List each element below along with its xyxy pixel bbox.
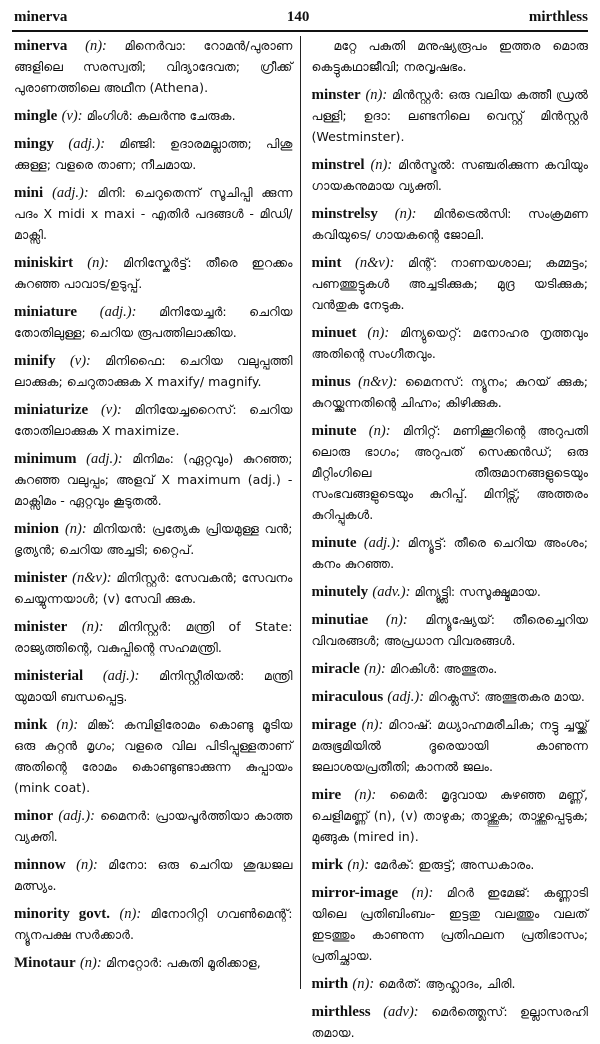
entry-part-of-speech: (n&v): — [354, 255, 395, 271]
right-column — [303, 36, 589, 1040]
page-number: 140 — [286, 9, 310, 25]
entry-definition: മിൻസ്റ്റർ: ഒരു വലിയ കത്തീ ഡ്രൽ പള്ളി; ഉദാ: ലണ്ടനിലെ വെസ്റ്റ് മിൻസ്റ്റർ (Westminster). — [311, 87, 589, 144]
dictionary-entry — [14, 568, 292, 610]
dictionary-entry — [14, 617, 292, 659]
entry-part-of-speech: (n): — [119, 906, 142, 922]
entry-definition: മിൻട്രെൽസി: സംക്രമണ കവിയുടെ/ ഗായകന്റെ ജോലി. — [311, 206, 589, 242]
entry-headword: minor — [14, 808, 54, 824]
header-last-word: mirthless — [528, 9, 588, 25]
dictionary-entry — [311, 687, 588, 708]
dictionary-entry — [311, 610, 588, 652]
dictionary-entry — [14, 106, 292, 127]
entry-definition: മൈർ: മൃദുവായ കുഴഞ്ഞ മണ്ണ്, ചെളിമണ്ണ് (n), (v) താഴുക; താഴ്ത്തുക; താഴ്ത്തപ്പെടുക; മുങ്ങുക (mired in). — [311, 787, 588, 844]
entry-headword: mirage — [311, 717, 357, 733]
entry-headword: mirror-image — [311, 885, 399, 901]
entry-definition: മിങ്ക്: കമ്പിളിരോമം കൊണ്ടു മൂടിയ ഒരു കുറ്റൻ മൃഗം; വളരെ വില പിടിപ്പുള്ളതാണ് അതിന്റെ രോമം കൊണ്ടുണ്ടാക്കുന്ന കുപ്പായം (mink coat). — [14, 717, 293, 795]
entry-definition: മറ്റേ പകുതി മനുഷ്യരൂപം ഇത്തര മൊരു കെട്ടുകഥാജീവി; നരവൃഷഭം. — [311, 38, 588, 74]
entry-headword: mirthless — [311, 1004, 371, 1020]
entry-part-of-speech: (n): — [64, 521, 87, 537]
dictionary-entry — [311, 582, 588, 603]
entry-part-of-speech: (n): — [394, 206, 417, 222]
entry-part-of-speech: (v): — [100, 402, 122, 418]
entry-headword: minute — [311, 535, 357, 551]
entry-part-of-speech: (adj.): — [363, 535, 401, 551]
dictionary-entry — [311, 323, 588, 365]
entry-headword: minster — [311, 87, 361, 103]
dictionary-entry — [14, 302, 292, 344]
columns — [14, 36, 589, 1040]
entry-definition: മിനെർവാ: റോമൻ/പുരാണ ങ്ങളിലെ സരസ്വതി; വിദ്യാദേവത; ഗ്രീക്ക് പുരാണത്തിലെ അഥീന (Athena). — [14, 38, 293, 95]
left-column — [14, 36, 298, 989]
entry-headword: mingle — [14, 108, 58, 124]
dictionary-entry — [311, 253, 588, 316]
entry-definition: മിനിസ്റ്റർ: സേവകൻ; സേവനം ചെയ്യുന്നയാൾ; (v) സേവി ക്കുക. — [14, 570, 293, 606]
entry-definition: മിൻസ്ട്രൽ: സഞ്ചരിക്കുന്ന കവിയും ഗായകനുമായ വ്യക്തി. — [311, 157, 589, 193]
entry-definition: മെർത്: ആഹ്ലാദം, ചിരി. — [378, 976, 516, 991]
entry-headword: minnow — [14, 857, 66, 873]
entry-headword: mini — [14, 185, 44, 201]
header-rule — [12, 30, 588, 32]
entry-headword: minimum — [14, 451, 77, 467]
entry-part-of-speech: (n): — [354, 787, 377, 803]
dictionary-entry — [311, 204, 588, 246]
dictionary-entry — [14, 36, 292, 99]
entry-definition: മിനിയൻ: പ്രത്യേക പ്രിയമുള്ള വൻ; ഭൃത്യൻ; ചെറിയ അച്ചടി; റ്റൈപ്. — [14, 521, 293, 557]
entry-headword: minister — [14, 619, 68, 635]
entry-definition: മിറാഷ്: മധ്യാഹ്നമരീചിക; നട്ടു ച്ചയ്ക്ക് മരുഭൂമിയിൽ ദൂരെയായി കാണുന്ന ജലാശയപ്രതീതി; കാനൽ ജലം. — [311, 717, 589, 774]
entry-part-of-speech: (n): — [87, 255, 110, 271]
entry-headword: mingy — [14, 136, 55, 152]
entry-headword: miniaturize — [14, 402, 89, 418]
entry-headword: minuet — [311, 325, 357, 341]
dictionary-entry — [311, 85, 588, 148]
dictionary-entry — [14, 449, 292, 512]
entry-headword: mint — [311, 255, 342, 271]
dictionary-entry — [311, 155, 588, 197]
entry-definition: മിനിഫൈ: ചെറിയ വലുപ്പത്തി ലാക്കുക; ചെറുതാക്കുക X maxify/ magnify. — [14, 353, 293, 389]
entry-part-of-speech: (adj.): — [99, 304, 137, 320]
entry-definition: മിനോറിറ്റി ഗവൺമെന്റ്: ന്യൂനപക്ഷ സർക്കാർ. — [14, 906, 293, 942]
entry-headword: minute — [311, 423, 357, 439]
dictionary-entry — [311, 1002, 588, 1044]
dictionary-entry — [311, 421, 588, 526]
entry-headword: miraculous — [311, 689, 384, 705]
entry-definition: മിനിസ്കേർട്ട്: തീരെ ഇറക്കം കുറഞ്ഞ പാവാട/ഉടുപ്പ്. — [14, 255, 293, 291]
entry-headword: Minotaur — [14, 955, 76, 971]
dictionary-entry — [14, 519, 292, 561]
entry-part-of-speech: (n): — [365, 87, 388, 103]
entry-part-of-speech: (n&v): — [358, 374, 398, 390]
dictionary-entry — [311, 855, 588, 876]
entry-headword: minion — [14, 521, 60, 537]
entry-definition: മിന്യൂട്ട്: തീരെ ചെറിയ അംശം; കനം കുറഞ്ഞ. — [311, 535, 588, 571]
dictionary-entry — [14, 400, 292, 442]
entry-definition: മിനിമം: (ഏറ്റവും) കുറഞ്ഞ; കുറഞ്ഞ വലുപ്പം; അളവ് X maximum (adj.) - മാക്സിമം - ഏറ്റവും കൂടുതൽ. — [14, 451, 293, 508]
page-header — [14, 4, 588, 26]
dictionary-entry — [14, 253, 292, 295]
entry-headword: miracle — [311, 661, 360, 677]
entry-part-of-speech: (n): — [81, 619, 104, 635]
entry-definition: മിഞ്ജി: ഉദാരമല്ലാത്ത; പിശു ക്കുള്ള; വളരെ താണ; നീചമായ. — [14, 136, 293, 172]
entry-definition: മിനി: ചെറുതെന്ന് സൂചിപ്പി ക്കുന്ന പദം X midi x maxi - എതിർ പദങ്ങൾ - മിഡി/മാക്സി. — [14, 185, 293, 242]
entry-headword: minstrel — [311, 157, 365, 173]
entry-headword: miniskirt — [14, 255, 74, 271]
entry-definition: മിന്യുയെറ്റ്: മനോഹര നൃത്തവും അതിന്റെ സംഗീതവും. — [311, 325, 588, 361]
entry-definition: മൈനസ്: ന്യൂനം; കുറയ് ക്കുക; കുറയ്ക്കുന്നതിന്റെ ചിഹ്നം; കിഴിക്കുക. — [311, 374, 588, 410]
dictionary-entry — [14, 666, 292, 708]
entry-headword: miniature — [14, 304, 78, 320]
entry-headword: minister — [14, 570, 68, 586]
dictionary-entry — [311, 659, 588, 680]
entry-part-of-speech: (n&v): — [72, 570, 112, 586]
dictionary-entry — [311, 974, 588, 995]
dictionary-entry — [311, 372, 588, 414]
entry-headword: mire — [311, 787, 342, 803]
entry-part-of-speech: (v): — [69, 353, 91, 369]
dictionary-entry — [14, 351, 292, 393]
entry-headword: mirth — [311, 976, 349, 992]
entry-headword: minority govt. — [14, 906, 110, 922]
entry-part-of-speech: (adj.): — [387, 689, 425, 705]
entry-part-of-speech: (adj.): — [52, 185, 89, 201]
entry-part-of-speech: (n): — [385, 612, 408, 628]
entry-headword: minus — [311, 374, 351, 390]
entry-definition: മൈനർ: പ്രായപൂർത്തിയാ കാത്ത വ്യക്തി. — [14, 808, 293, 844]
entry-part-of-speech: (n): — [79, 955, 102, 971]
entry-part-of-speech: (n): — [76, 857, 98, 873]
entry-part-of-speech: (n): — [370, 157, 393, 173]
entry-part-of-speech: (adv.): — [372, 584, 411, 600]
entry-part-of-speech: (n): — [367, 325, 390, 341]
dictionary-entry — [311, 533, 588, 575]
entry-part-of-speech: (n): — [85, 38, 107, 54]
entry-definition: മിനിയേച്ചർ: ചെറിയ തോതിലുള്ള; ചെറിയ രൂപത്തിലാക്കിയ. — [14, 304, 293, 340]
entry-headword: minerva — [14, 38, 68, 54]
dictionary-entry — [14, 953, 292, 974]
entry-headword: minstrelsy — [311, 206, 378, 222]
entry-definition: മിന്റ്: നാണയശാല; കമ്മട്ടം; പണത്തുട്ടുകൾ അച്ചടിക്കുക; മുദ്ര യടിക്കുക; വൻതുക നേടുക. — [311, 255, 588, 312]
entry-part-of-speech: (n): — [364, 661, 386, 677]
entry-headword: ministerial — [14, 668, 84, 684]
entry-part-of-speech: (adj.): — [86, 451, 123, 467]
entry-headword: mirk — [311, 857, 344, 873]
entry-part-of-speech: (n): — [56, 717, 79, 733]
entry-definition: മിന്യൂഷ്യേയ്: തീരെച്ചെറിയ വിവരങ്ങൾ; അപ്രധാന വിവരങ്ങൾ. — [311, 612, 588, 648]
entry-definition: മിറക്ലസ്: അത്ഭുതകര മായ. — [428, 689, 585, 704]
entry-part-of-speech: (adj.): — [58, 808, 95, 824]
entry-definition: മിന്യൂട്ട്ലി: സസൂക്ഷ്മമായ. — [414, 584, 541, 599]
dictionary-entry — [14, 134, 292, 176]
entry-part-of-speech: (n): — [347, 857, 370, 873]
dictionary-entry — [14, 904, 292, 946]
entry-definition: മിറർ ഇമേജ്: കണ്ണാടി യിലെ പ്രതിബിംബം- ഇട്ടതു വലത്തും വലത് ഇടത്തും കാണുന്ന പ്രതിഫലന പ്രതിഭാസം; പ്രതിച്ഛായ. — [311, 885, 589, 963]
header-first-word: minerva — [14, 9, 68, 25]
entry-headword: mink — [14, 717, 48, 733]
entry-part-of-speech: (n): — [361, 717, 384, 733]
entry-definition: മിനിസ്റ്റർ: മന്ത്രി of State: രാജ്യത്തിന്റെ, വകുപ്പിന്റെ സഹമന്ത്രി. — [14, 619, 293, 655]
dictionary-entry — [14, 855, 292, 897]
entry-definition: മിനിസ്റ്റീരിയൽ: മന്ത്രി യുമായി ബന്ധപ്പെട്ട. — [14, 668, 293, 704]
entry-part-of-speech: (n): — [352, 976, 375, 992]
dictionary-entry — [311, 715, 588, 778]
entry-definition: മിംഗിൾ: കലർന്നു ചേരുക. — [86, 108, 236, 123]
entry-definition: മേർക്: ഇരുട്ട്; അന്ധകാരം. — [373, 857, 535, 872]
entry-headword: minutiae — [311, 612, 369, 628]
dictionary-entry — [14, 715, 292, 799]
entry-part-of-speech: (v): — [61, 108, 83, 124]
entry-definition: മിറകിൾ: അത്ഭുതം. — [390, 661, 498, 676]
dictionary-entry — [14, 183, 292, 246]
entry-definition: മിനോ: ഒരു ചെറിയ ശുദ്ധജല മത്സ്യം. — [14, 857, 293, 893]
dictionary-entry — [311, 36, 588, 78]
entry-part-of-speech: (n): — [368, 423, 391, 439]
dictionary-entry — [311, 785, 588, 848]
entry-headword: minutely — [311, 584, 369, 600]
dictionary-entry — [311, 883, 588, 967]
dictionary-entry — [14, 806, 292, 848]
entry-definition: മിനറ്റോർ: പകുതി മൂരിക്കാള, — [105, 955, 261, 970]
column-divider — [300, 36, 301, 989]
entry-definition: മിനിറ്റ്: മണിക്കൂറിന്റെ അറുപതി ലൊരു ഭാഗം; അറുപത് സെക്കൻഡ്; ഒരു മീറ്റിംഗിലെ തീരുമാനങ്ങളുടെയും സംഭവങ്ങളുടെയും കുറിപ്പ്. മിനിട്സ്; അത്തരം കുറിപ്പുകൾ. — [311, 423, 588, 522]
entry-part-of-speech: (adj.): — [102, 668, 140, 684]
entry-definition: മെർത്ത്ലെസ്: ഉല്ലാസരഹി തമായ. — [311, 1004, 588, 1040]
entry-headword: minify — [14, 353, 56, 369]
entry-definition: മിനിയേച്ചറൈസ്: ചെറിയ തോതിലാക്കുക X maximize. — [14, 402, 293, 438]
entry-part-of-speech: (n): — [411, 885, 434, 901]
entry-part-of-speech: (adj.): — [68, 136, 106, 152]
entry-part-of-speech: (adv): — [383, 1004, 419, 1020]
